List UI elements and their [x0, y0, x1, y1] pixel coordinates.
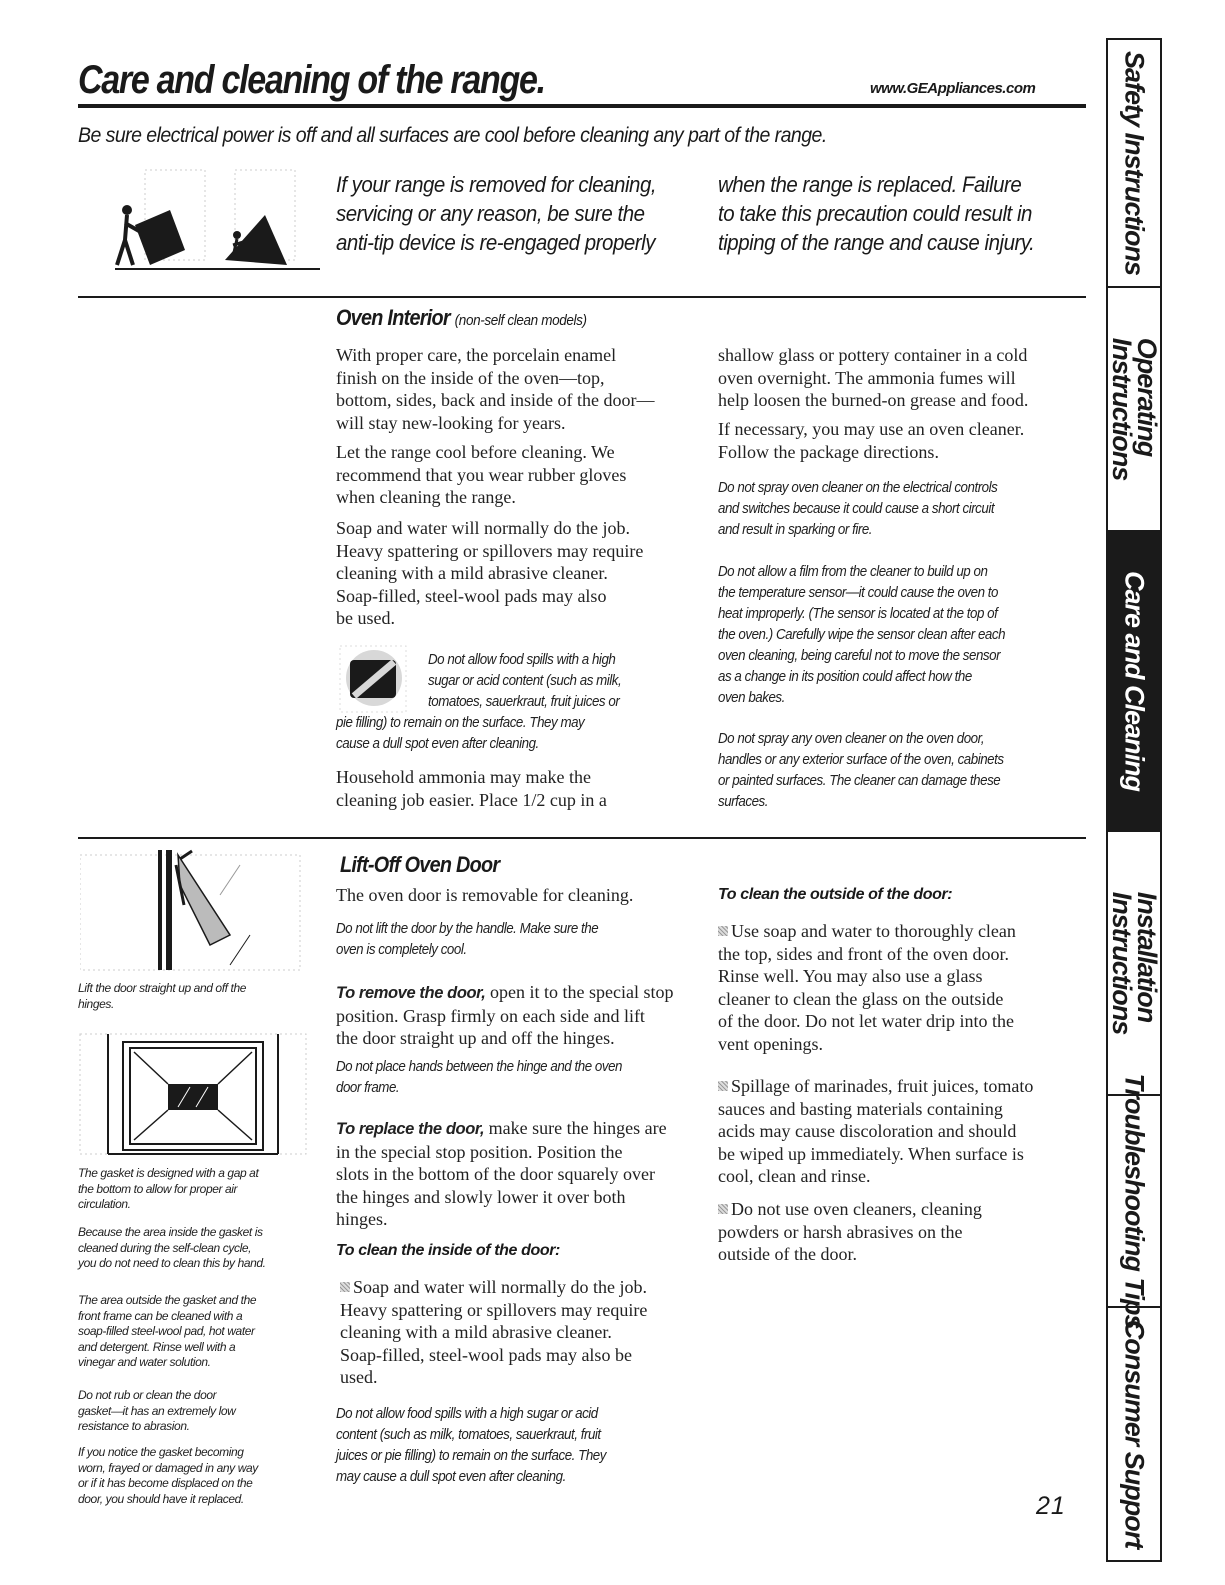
anti-tip-text-right: when the range is replaced. Failure to take this precaution could result in tipping of the range and cause injury. [718, 172, 1035, 255]
tab-label: Troubleshooting Tips [1119, 1073, 1150, 1329]
bullet-icon [718, 1204, 728, 1214]
oven-interior-p4: Household ammonia may make the cleaning job easier. Place 1/2 cup in a [336, 767, 607, 810]
oven-interior-heading [336, 305, 587, 331]
tab-safety-instructions[interactable] [1108, 40, 1160, 288]
oven-note-door: Do not spray any oven cleaner on the oven door, handles or any exterior surface of the oven, cabinets or painted surfaces. The cleaner can damage these surfaces. [718, 731, 1004, 810]
website-url[interactable]: www.GEAppliances.com [870, 80, 1036, 97]
oven-interior-p1: With proper care, the porcelain enamel finish on the inside of the oven—top, bottom, sides, back and inside of the door— will stay new-looking for years. [336, 345, 655, 433]
section-rule-1 [78, 296, 1086, 298]
section-tabs [1106, 38, 1162, 1562]
oven-interior-p2: Let the range cool before cleaning. We recommend that you wear rubber gloves when cleaning the range. [336, 442, 627, 507]
oven-gasket-illustration [78, 1032, 308, 1157]
door-p1: The oven door is removable for cleaning. [336, 885, 634, 905]
oven-note-controls: Do not spray oven cleaner on the electrical controls and switches because it could cause a short circuit and result in sparking or fire. [718, 480, 998, 538]
door-note-hands: Do not place hands between the hinge and the oven door frame. [336, 1059, 623, 1096]
oven-interior-r2: If necessary, you may use an oven cleaner. Follow the package directions. [718, 419, 1025, 462]
tab-label: Safety Instructions [1119, 50, 1150, 276]
lift-door-illustration [80, 845, 310, 975]
door-note-handle: Do not lift the door by the handle. Make sure the oven is completely cool. [336, 921, 599, 958]
door-note-spills: Do not allow food spills with a high sugar or acid content (such as milk, tomatoes, sauerkraut, fruit juices or pie filling) to remain on the surface. They may cause a dull spot even after cleaning. [336, 1406, 606, 1485]
oven-note-sensor: Do not allow a film from the cleaner to build up on the temperature sensor—it could cause the oven to heat improperly. (The sensor is located at the top of the oven.) Carefully wipe the sensor clean after each oven cleaning, being careful not to move the sensor as a change in its position could affect how the oven bakes. [718, 564, 1006, 706]
replace-door-text: make sure the hinges are in the special stop position. Position the slots in the bottom of the door squarely over the hinges and slowly lower it over both hinges. [336, 1118, 667, 1229]
clean-inside-heading: To clean the inside of the door: [336, 1242, 560, 1259]
page-title: Care and cleaning of the range. [78, 58, 545, 102]
remove-door-paragraph [336, 981, 673, 1050]
remove-door-label: To remove the door, [336, 984, 486, 1002]
anti-tip-text-left: If your range is removed for cleaning, servicing or any reason, be sure the anti-tip device is re-engaged properly [336, 172, 657, 255]
section-rule-2 [78, 837, 1086, 839]
header-rule [78, 104, 1086, 108]
gasket-caption-2: Because the area inside the gasket is cleaned during the self-clean cycle, you do not need to clean this by hand. [78, 1225, 266, 1270]
gasket-caption-4: Do not rub or clean the door gasket—it has an extremely low resistance to abrasion. [78, 1388, 236, 1433]
replace-door-paragraph [336, 1117, 667, 1231]
oven-interior-subtitle: (non-self clean models) [454, 312, 587, 329]
tab-label: Care and Cleaning [1119, 570, 1150, 792]
tab-consumer-support[interactable] [1108, 1308, 1160, 1560]
tab-troubleshooting-tips[interactable] [1108, 1073, 1160, 1329]
anti-tip-illustration [115, 165, 320, 275]
no-spill-icon [338, 640, 412, 716]
oven-interior-p3: Soap and water will normally do the job. Heavy spattering or spillovers may require cleaning with a mild abrasive cleaner. Soap-filled, steel-wool pads may also be used. [336, 518, 644, 628]
power-warning: Be sure electrical power is off and all surfaces are cool before cleaning any part of the range. [78, 124, 827, 147]
oven-interior-r1: shallow glass or pottery container in a cold oven overnight. The ammonia fumes will help loosen the burned-on grease and food. [718, 345, 1029, 410]
tab-installation-instructions[interactable] [1108, 832, 1160, 1096]
lift-door-caption: Lift the door straight up and off the hinges. [78, 981, 246, 1011]
replace-door-label: To replace the door, [336, 1120, 485, 1138]
tab-label: Operating Instructions [1107, 337, 1162, 481]
gasket-caption-3: The area outside the gasket and the front frame can be cleaned with a soap-filled steel-wool pad, hot water and detergent. Rinse well with a vinegar and water solution. [78, 1293, 257, 1369]
bullet-icon [340, 1282, 350, 1292]
bullet-icon [718, 926, 728, 936]
oven-interior-title: Oven Interior [336, 305, 450, 330]
lift-off-door-heading: Lift-Off Oven Door [340, 852, 500, 877]
tab-care-and-cleaning[interactable] [1108, 532, 1160, 832]
tab-label: Installation Instructions [1107, 891, 1162, 1035]
clean-outside-bullet-3: Do not use oven cleaners, cleaning powders or harsh abrasives on the outside of the door. [718, 1199, 982, 1264]
tab-operating-instructions[interactable] [1108, 288, 1160, 532]
oven-spill-note-cont: pie filling) to remain on the surface. They may cause a dull spot even after cleaning. [336, 715, 585, 752]
bullet-icon [718, 1081, 728, 1091]
clean-outside-bullet-2: Spillage of marinades, fruit juices, tomato sauces and basting materials containing acids may cause discoloration and should be wiped up immediately. When surface is cool, clean and rinse. [718, 1076, 1034, 1186]
remove-door-text: open it to the special stop position. Grasp firmly on each side and lift the door straight up and off the hinges. [336, 982, 674, 1048]
page-number: 21 [1036, 1492, 1066, 1520]
gasket-caption-5: If you notice the gasket becoming worn, frayed or damaged in any way or if it has become displaced on the door, you should have it replaced. [78, 1445, 258, 1506]
clean-outside-heading: To clean the outside of the door: [718, 886, 953, 903]
gasket-caption-1: The gasket is designed with a gap at the bottom to allow for proper air circulation. [78, 1166, 259, 1211]
oven-spill-note: Do not allow food spills with a high sugar or acid content (such as milk, tomatoes, sauerkraut, fruit juices or [428, 652, 622, 710]
clean-inside-bullet: Soap and water will normally do the job. Heavy spattering or spillovers may require cleaning with a mild abrasive cleaner. Soap-filled, steel-wool pads may also be used. [340, 1277, 648, 1387]
tab-label: Consumer Support [1119, 1319, 1150, 1549]
clean-outside-bullet-1: Use soap and water to thoroughly clean the top, sides and front of the oven door. Rinse well. You may also use a glass cleaner to clean the glass on the outside of the door. Do not let water drip into the vent openings. [718, 921, 1016, 1054]
